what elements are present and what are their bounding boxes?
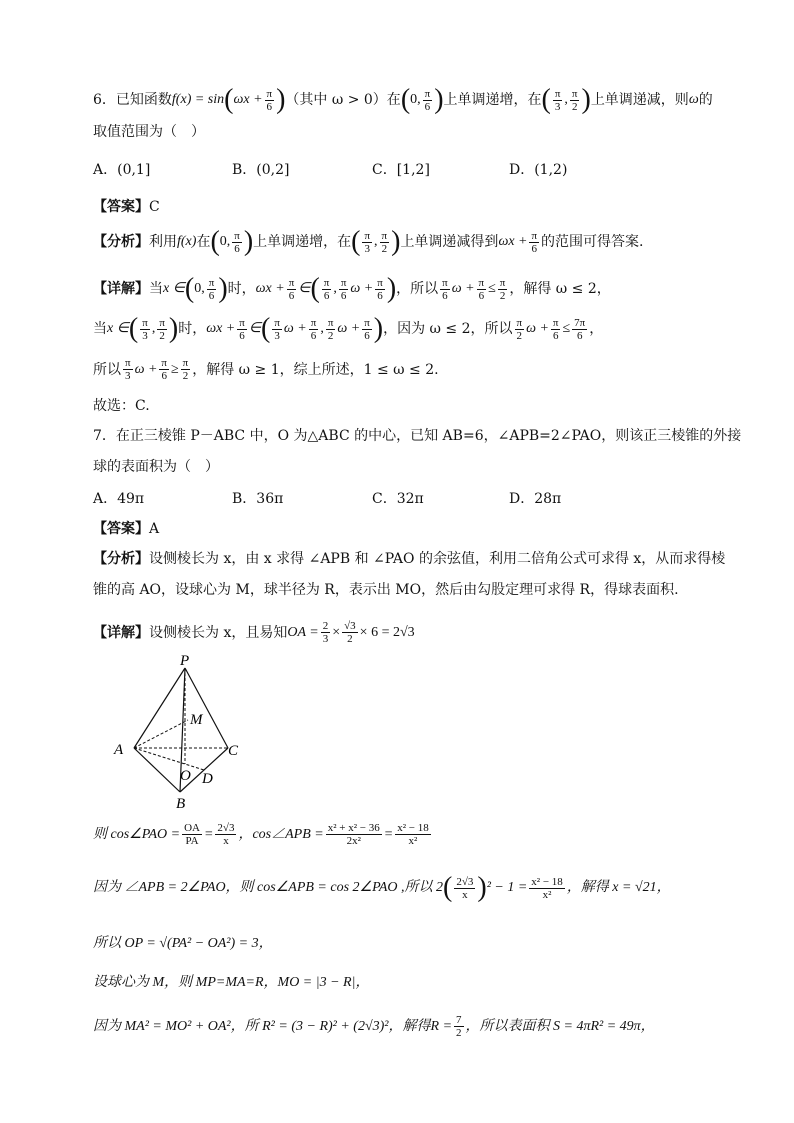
fraction-pi-6: $\frac{\pi}{6}$: [310, 316, 317, 342]
detail-text: ，解得 ω ≤ 2，: [509, 281, 611, 297]
math-expr: =: [383, 826, 394, 842]
math-expr: 设球心为 M，则 MP=MA=R，MO = |3 − R|，: [93, 975, 370, 990]
math-expr: x ∈: [163, 281, 185, 296]
math-expr: 所以 OP = √(PA² − OA²) = 3，: [93, 936, 273, 951]
left-paren: (: [351, 226, 361, 257]
math-expr: ，解得 x = √21，: [566, 880, 671, 895]
fraction-pi-3: $\frac{\pi}{3}$: [125, 357, 131, 382]
fraction-oa-pa: $\frac{OA}{PA}$: [184, 822, 200, 847]
answer-tag: 【答案】: [93, 521, 149, 537]
detail-text: 设侧棱长为 x，且易知: [149, 624, 288, 641]
fraction-pi-3: $\frac{\pi}{3}$: [554, 87, 561, 113]
fraction-pi-6: $\frac{\pi}{6}$: [442, 276, 448, 302]
q7-detail-line5: [93, 972, 369, 993]
label-o: O: [180, 768, 191, 784]
q7-option-c[interactable]: C．32π: [372, 491, 424, 507]
math-expr: OA =: [287, 624, 319, 640]
math-expr: ，所以表面积 S = 4πR² = 49π，: [465, 1018, 655, 1034]
detail-text: ，: [589, 321, 604, 337]
q7-analysis-line2: 锥的高 AO，设球心为 M，球半径为 R，表示出 MO，然后由勾股定理可求得 R，得球表面积.: [93, 582, 679, 598]
q7-detail-line3: [93, 874, 671, 902]
math-expr: ∈: [298, 281, 311, 296]
math-expr: ωx +: [255, 281, 285, 296]
fraction-pi-3: $\frac{\pi}{3}$: [364, 229, 371, 255]
label-a: A: [114, 742, 124, 758]
math-expr: ∈: [248, 321, 262, 336]
q7-option-d[interactable]: D．28π: [509, 491, 562, 507]
label-m: M: [190, 712, 203, 728]
fraction-pi-6: $\frac{\pi}{6}$: [208, 276, 215, 302]
q6-option-d[interactable]: D．(1,2): [509, 162, 568, 178]
q6-stem-text: 6．已知函数: [93, 92, 172, 108]
math-expr: ω +: [283, 321, 307, 336]
fraction-pi-6: $\frac{\pi}{6}$: [288, 276, 295, 302]
math-expr: ω +: [134, 361, 158, 377]
right-paren: ): [386, 273, 397, 304]
math-expr: × 6 = 2√3: [359, 624, 415, 640]
analysis-text: 上单调递增，在: [253, 234, 352, 250]
q6-stem-line2: 取值范围为（ ）: [93, 124, 205, 140]
q7-detail-line6: [93, 1014, 655, 1039]
detail-text: 当: [149, 281, 163, 297]
q6-stem-line1: 6．已知函数 f(x) = sin ( ωx + $\frac{\pi}{6}$ ) （其中 ω > 0）在 ( 0, $\frac{\pi}{6}$ ) 上单调递增，在 ( $\frac{\pi}{3}$ , $\frac{\pi}{2}$ ) 上单调递减，则 ω 的: [93, 84, 713, 115]
left-paren: (: [310, 273, 320, 304]
analysis-tag: 【分析】: [93, 551, 149, 567]
fraction-pi-6: $\frac{\pi}{6}$: [531, 229, 538, 255]
q7-analysis-line1: [93, 549, 725, 569]
answer-value: A: [149, 521, 160, 537]
q7-stem-line2: 球的表面积为（ ）: [93, 459, 219, 475]
fraction-2-3: $\frac{2}{3}$: [322, 620, 329, 645]
q6-answer: [93, 197, 160, 217]
right-paren: ): [373, 313, 384, 344]
q6-analysis: 【分析】 利用 f(x) 在 ( 0, $\frac{\pi}{6}$ ) 上单调递增，在 ( $\frac{\pi}{3}$ , $\frac{\pi}{2}$ ) 上单调递减得到 ωx + $\frac{\pi}{6}$ 的范围可得答案.: [93, 226, 644, 257]
fraction-pi-6: $\frac{\pi}{6}$: [478, 276, 485, 302]
right-paren: ): [581, 84, 591, 115]
left-paren: (: [541, 84, 551, 115]
q7-stem-line1: 7．在正三棱锥 P－ABC 中，O 为△ABC 的中心，已知 AB=6，∠APB=2∠PAO，则该正三棱锥的外接: [93, 428, 742, 444]
fraction-2sqrt3-x: $\frac{2√3}{x}$: [456, 875, 474, 901]
q7-option-a[interactable]: A．49π: [93, 491, 145, 507]
label-b: B: [176, 796, 186, 810]
math-expr: 因为 ∠APB = 2∠PAO，则 cos∠APB = cos 2∠PAO ,所以 2: [93, 880, 443, 895]
detail-text: 所以: [93, 361, 121, 378]
math-expr: ω +: [337, 321, 361, 336]
interval-low: 0,: [194, 281, 205, 296]
fraction-pi-6: $\frac{\pi}{6}$: [323, 276, 330, 302]
analysis-text: 设侧棱长为 x，由 x 求得 ∠APB 和 ∠PAO 的余弦值，利用二倍角公式可求得 x，从而求得棱: [149, 551, 726, 567]
analysis-text: 利用: [149, 234, 177, 250]
fraction-7pi-6: $\frac{7\pi}{6}$: [574, 316, 586, 342]
math-expr: x ∈: [107, 321, 129, 336]
left-paren: (: [443, 872, 453, 903]
q6-stem-text: 上单调递减，则: [590, 92, 689, 108]
left-paren: (: [210, 226, 220, 257]
q7-detail-line4: [93, 933, 273, 954]
q7-detail-line2: [93, 822, 433, 847]
label-d: D: [202, 771, 213, 787]
left-paren: (: [128, 313, 139, 344]
right-paren: ): [477, 872, 487, 903]
math-expr: ≤: [562, 321, 571, 336]
fraction-pi-6: $\frac{\pi}{6}$: [234, 229, 240, 255]
math-expr: ² − 1 =: [486, 880, 528, 895]
detail-text: ，解得 ω ≥ 1，综上所述，1 ≤ ω ≤ 2.: [192, 361, 439, 378]
q6-detail-line3: [93, 357, 439, 382]
fraction-pi-6: $\frac{\pi}{6}$: [239, 316, 245, 342]
math-expr: ω +: [526, 321, 549, 336]
q7-answer: [93, 519, 159, 539]
fraction-7-2: $\frac{7}{2}$: [456, 1014, 462, 1039]
fraction-pi-2: $\frac{\pi}{2}$: [516, 316, 523, 342]
answer-tag: 【答案】: [93, 199, 149, 215]
q6-stem-text: 上单调递增，在: [443, 92, 542, 108]
math-expr: ≥: [170, 361, 179, 377]
fraction-pi-6: $\frac{\pi}{6}$: [552, 316, 559, 342]
detail-text: 时，: [178, 321, 207, 337]
math-expr: ，cos∠APB =: [238, 826, 324, 842]
q6-option-a[interactable]: A．(0,1]: [93, 162, 151, 178]
fraction-pi-6: $\frac{\pi}{6}$: [161, 357, 167, 382]
q6-detail-line1: 【详解】 当 x ∈ ( 0, $\frac{\pi}{6}$ ) 时， ωx + $\frac{\pi}{6}$ ∈ ( $\frac{\pi}{6}$ , $\frac{\pi}{6}$ ω + $\frac{\pi}{6}$ ) ，所以 $\frac{\pi}{6}$ ω + $\frac{\pi}{6}$ ≤ $\frac{\pi}{2}$ ，解得 ω ≤ 2，: [93, 273, 611, 304]
math-expr: ω +: [350, 281, 374, 296]
detail-text: ，所以: [396, 281, 439, 297]
answer-value: C: [149, 199, 160, 215]
q6-detail-line2: 当 x ∈ ( $\frac{\pi}{3}$ , $\frac{\pi}{2}$ ) 时， ωx + $\frac{\pi}{6}$ ∈ ( $\frac{\pi}{3}$ ω + $\frac{\pi}{6}$ , $\frac{\pi}{2}$ ω + $\frac{\pi}{6}$ ) ，因为 ω ≤ 2，所以 $\frac{\pi}{2}$ ω + $\frac{\pi}{6}$ ≤ $\frac{7\pi}{6}$ ，: [93, 313, 604, 344]
left-paren: (: [224, 84, 234, 115]
detail-text: 时，: [227, 281, 256, 297]
label-p: P: [180, 653, 190, 669]
math-expr: ω +: [451, 281, 475, 296]
interval-low: 0,: [219, 234, 231, 249]
analysis-tag: 【分析】: [93, 234, 149, 250]
analysis-text: 在: [196, 234, 211, 250]
q6-function: f(x) = sin: [171, 92, 225, 107]
fraction-pi-3: $\frac{\pi}{3}$: [274, 316, 280, 342]
fraction-cos-apb: $\frac{\text{x² + x² − 36}}{\text{2x²}}$: [327, 822, 380, 847]
detail-text: 当: [93, 321, 107, 337]
tetrahedron-figure: [108, 650, 258, 810]
q7-detail-line1: [93, 620, 415, 645]
math-expr: 因为 MA² = MO² + OA²，所 R² = (3 − R)² + (2√3)²，解得: [93, 1018, 431, 1034]
math-expr: R =: [430, 1018, 453, 1034]
left-paren: (: [261, 313, 271, 344]
q6-option-c[interactable]: C．[1,2]: [372, 162, 430, 178]
omega-symbol: ω: [688, 92, 699, 107]
fraction-pi-2: $\frac{\pi}{2}$: [381, 229, 388, 255]
right-paren: ): [243, 226, 254, 257]
analysis-text: 上单调递减得到: [400, 234, 499, 250]
right-paren: ): [276, 84, 286, 115]
detail-text: ，因为 ω ≤ 2，所以: [383, 321, 513, 337]
q6-stem-text: 的: [698, 92, 713, 108]
fraction-pi-6: $\frac{\pi}{6}$: [424, 87, 431, 113]
math-expr: ≤: [488, 281, 496, 296]
fraction-sqrt3-2: $\frac{√3}{2}$: [344, 620, 356, 645]
detail-tag: 【详解】: [93, 281, 149, 297]
math-expr: =: [203, 826, 214, 842]
fraction-pi-2: $\frac{\pi}{2}$: [327, 316, 334, 342]
detail-tag: 【详解】: [93, 624, 149, 641]
fraction-pi-2: $\frac{\pi}{2}$: [159, 316, 165, 342]
q6-arg: ωx +: [233, 92, 263, 107]
q7-option-b[interactable]: B．36π: [232, 491, 284, 507]
right-paren: ): [218, 273, 228, 304]
interval-low: 0,: [410, 92, 421, 107]
fraction-pi-2: $\frac{\pi}{2}$: [571, 87, 578, 113]
q6-condition: （其中 ω > 0）在: [285, 92, 401, 108]
left-paren: (: [400, 84, 411, 115]
times-sign: ×: [332, 624, 341, 640]
fraction-pi-6: $\frac{\pi}{6}$: [266, 87, 273, 113]
right-paren: ): [434, 84, 444, 115]
right-paren: ): [391, 226, 401, 257]
fraction-2sqrt3-x: $\frac{2√3}{x}$: [217, 822, 235, 847]
math-expr: 则 cos∠PAO =: [93, 826, 181, 842]
fraction-pi-2: $\frac{\pi}{2}$: [499, 276, 506, 302]
omega-expr: ωx +: [498, 234, 528, 249]
fraction-pi-6: $\frac{\pi}{6}$: [377, 276, 383, 302]
fraction-pi-2: $\frac{\pi}{2}$: [182, 357, 189, 382]
q6-conclusion: 故选：C.: [93, 398, 150, 414]
fraction-pi-6: $\frac{\pi}{6}$: [340, 276, 347, 302]
function-f: f(x): [177, 234, 197, 249]
fraction-x2-18: $\frac{\text{x² − 18}}{\text{x²}}$: [531, 875, 563, 901]
fraction-x2-18: $\frac{\text{x² − 18}}{\text{x²}}$: [397, 822, 429, 847]
fraction-pi-3: $\frac{\pi}{3}$: [142, 316, 148, 342]
q6-option-b[interactable]: B．(0,2]: [232, 162, 290, 178]
label-c: C: [228, 743, 239, 759]
left-paren: (: [184, 273, 195, 304]
math-expr: ωx +: [206, 321, 236, 336]
fraction-pi-6: $\frac{\pi}{6}$: [364, 316, 370, 342]
right-paren: ): [168, 313, 179, 344]
analysis-text: 的范围可得答案.: [541, 234, 644, 250]
